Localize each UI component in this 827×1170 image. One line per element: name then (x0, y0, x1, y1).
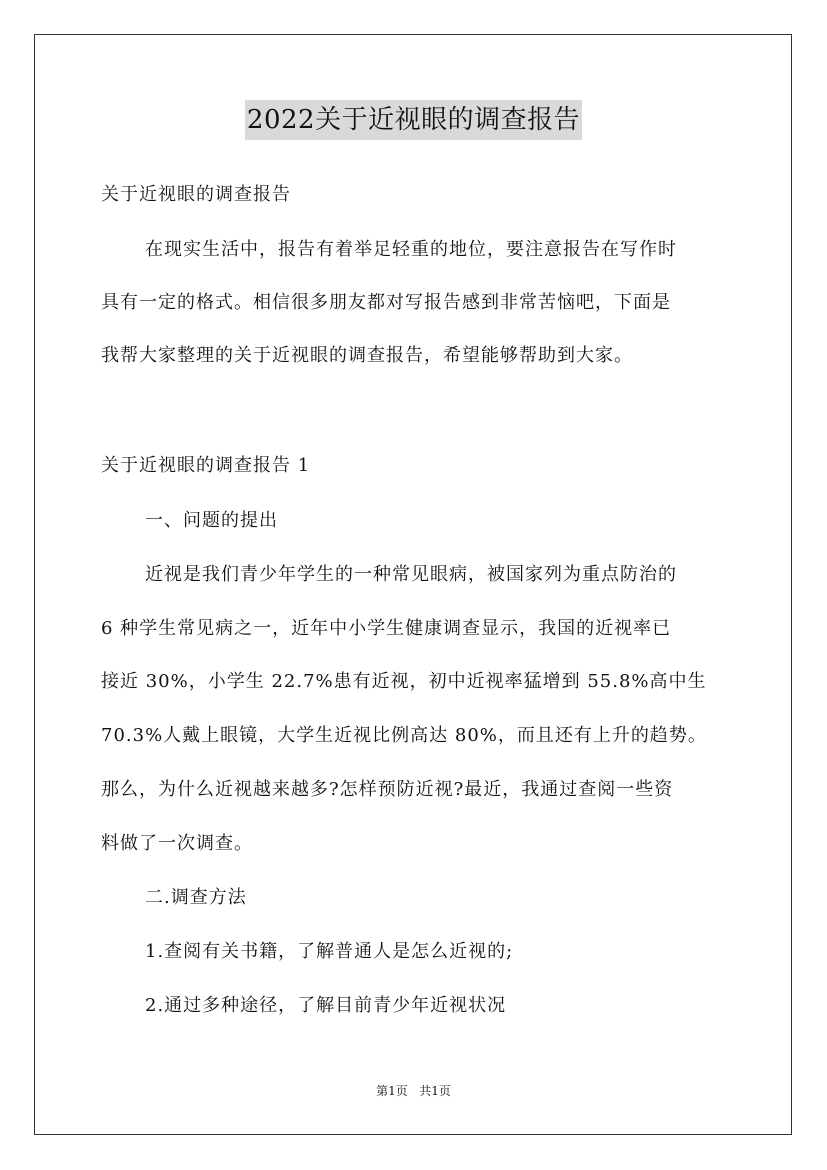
part1-line-6: 料做了一次调查。 (101, 833, 253, 854)
part1-line-5: 那么，为什么近视越来越多?怎样预防近视?最近，我通过查阅一些资 (101, 779, 674, 800)
page-footer: 第1页 共1页 (376, 1084, 451, 1098)
intro-line-3: 我帮大家整理的关于近视眼的调查报告，希望能够帮助到大家。 (101, 345, 633, 366)
part2-heading: 二.调查方法 (145, 887, 247, 908)
part1-heading: 一、问题的提出 (145, 510, 278, 531)
part1-line-1: 近视是我们青少年学生的一种常见眼病，被国家列为重点防治的 (145, 564, 677, 585)
part1-line-3: 接近 30%，小学生 22.7%患有近视，初中近视率猛增到 55.8%高中生 (101, 671, 707, 692)
intro-line-1: 在现实生活中，报告有着举足轻重的地位，要注意报告在写作时 (145, 239, 677, 260)
intro-line-2: 具有一定的格式。相信很多朋友都对写报告感到非常苦恼吧，下面是 (101, 292, 671, 313)
part1-line-2: 6 种学生常见病之一，近年中小学生健康调查显示，我国的近视率已 (101, 618, 672, 639)
part1-line-4: 70.3%人戴上眼镜，大学生近视比例高达 80%，而且还有上升的趋势。 (101, 725, 707, 746)
document-title: 2022关于近视眼的调查报告 (245, 100, 582, 140)
section-heading: 关于近视眼的调查报告 1 (101, 455, 311, 476)
subtitle: 关于近视眼的调查报告 (101, 184, 291, 205)
title-container (0, 100, 827, 140)
part2-item-1: 1.查阅有关书籍，了解普通人是怎么近视的; (145, 941, 514, 962)
part2-item-2: 2.通过多种途径，了解目前青少年近视状况 (145, 995, 507, 1016)
